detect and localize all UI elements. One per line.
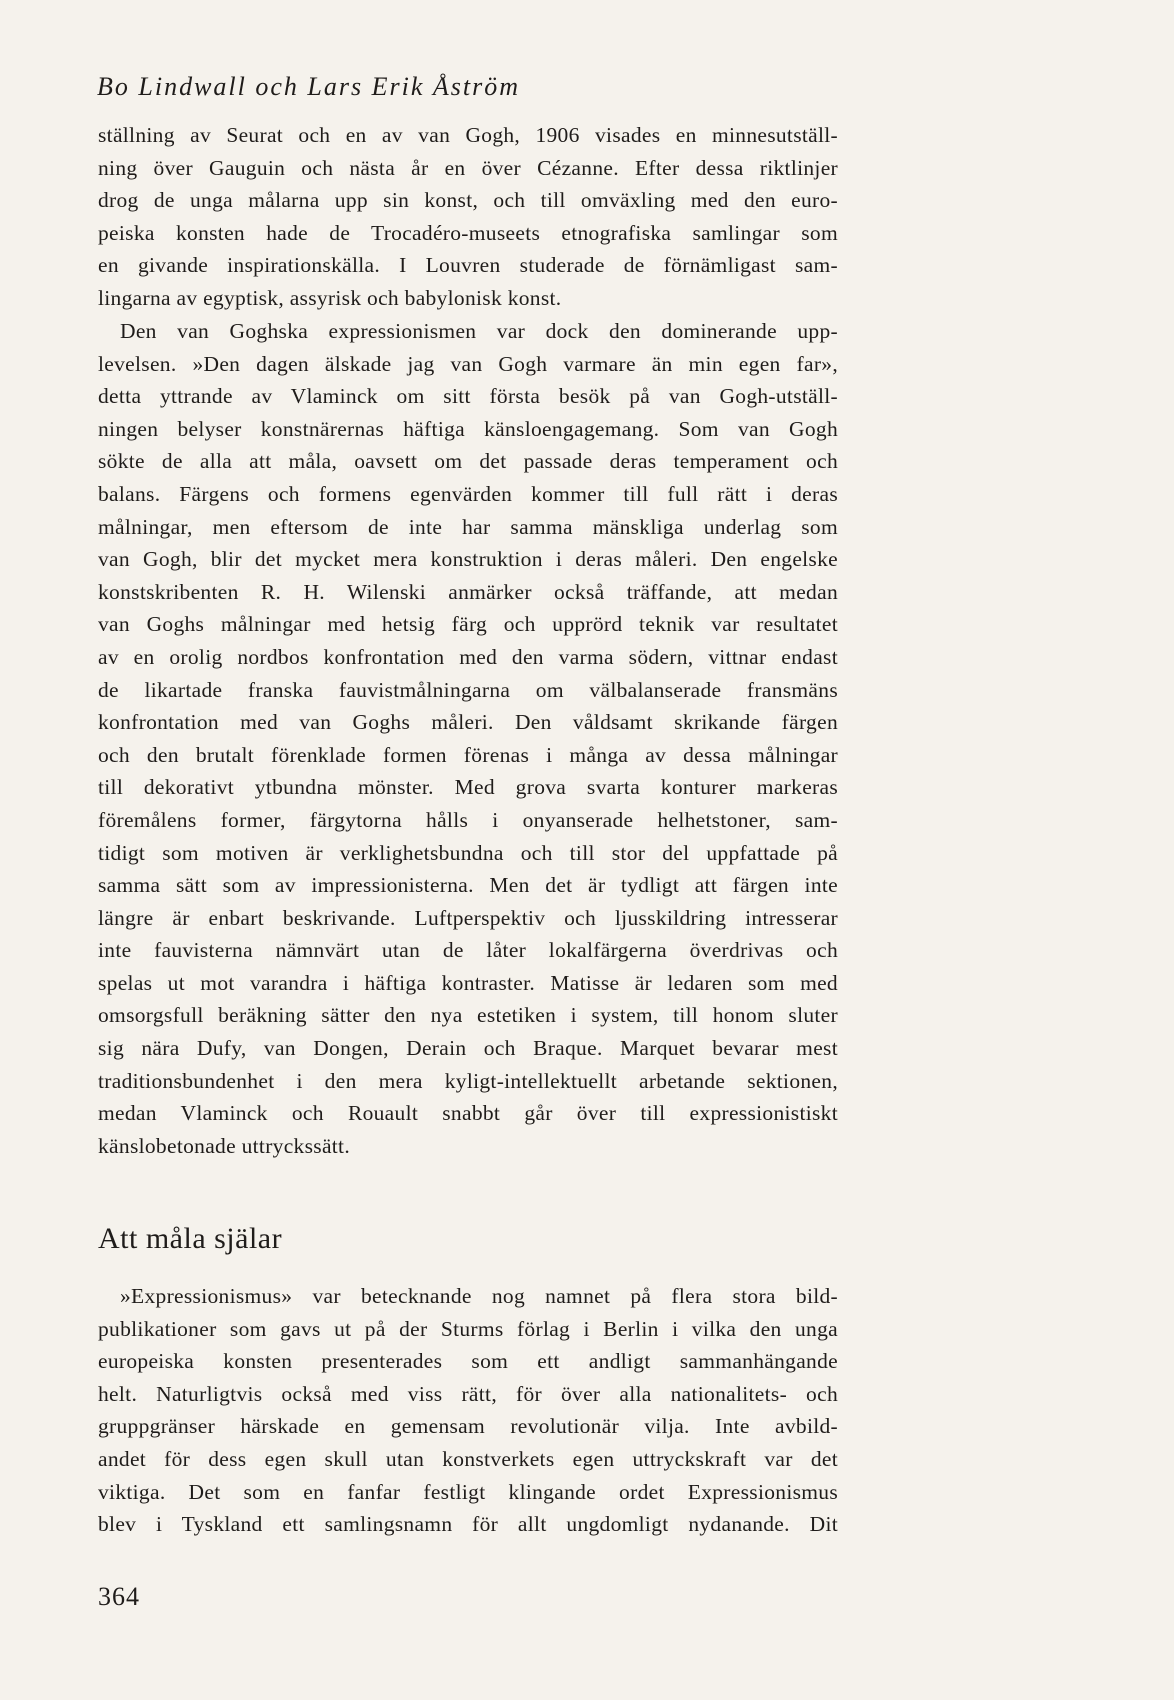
text-line: van Goghs målningar med hetsig färg och upprörd teknik var resultatet [98, 612, 838, 637]
text-line: viktiga. Det som en fanfar festligt klingande ordet Expressionismus [98, 1479, 838, 1504]
text-line: gruppgränser härskade en gemensam revolutionär vilja. Inte avbild- [98, 1414, 838, 1439]
text-line: sökte de alla att måla, oavsett om det passade deras temperament och [98, 449, 838, 474]
text-line: föremålens former, färgytorna hålls i onyanserade helhetstoner, sam- [98, 807, 838, 832]
text-line: samma sätt som av impressionisterna. Men det är tydligt att färgen inte [98, 873, 838, 898]
section-heading: Att måla själar [98, 1222, 283, 1255]
paragraph-3 [98, 1280, 838, 1541]
text-line: »Expressionismus» var betecknande nog namnet på flera stora bild- [120, 1284, 838, 1308]
text-line: spelas ut mot varandra i häftiga kontraster. Matisse är ledaren som med [98, 970, 838, 995]
text-line: målningar, men eftersom de inte har samma mänskliga underlag som [98, 514, 838, 539]
text-line: europeiska konsten presenterades som ett andligt sammanhängande [98, 1349, 838, 1374]
text-line: inte fauvisterna nämnvärt utan de låter lokalfärgerna överdrivas och [98, 938, 838, 963]
paragraph-1 [98, 119, 838, 315]
text-line: traditionsbundenhet i den mera kyligt-intellektuellt arbetande sektionen, [98, 1068, 838, 1093]
text-line: de likartade franska fauvistmålningarna om välbalanserade fransmäns [98, 677, 838, 702]
text-line: en givande inspirationskälla. I Louvren studerade de förnämligast sam- [98, 253, 838, 278]
text-line: konfrontation med van Goghs måleri. Den våldsamt skrikande färgen [98, 710, 838, 735]
text-line: ning över Gauguin och nästa år en över Cézanne. Efter dessa riktlinjer [98, 155, 838, 180]
text-line: van Gogh, blir det mycket mera konstruktion i deras måleri. Den engelske [98, 547, 838, 572]
text-line: av en orolig nordbos konfrontation med den varma södern, vittnar endast [98, 644, 838, 669]
text-line: konstskribenten R. H. Wilenski anmärker också träffande, att medan [98, 579, 838, 604]
text-line: känslobetonade uttryckssätt. [98, 1133, 351, 1158]
text-line: andet för dess egen skull utan konstverkets egen uttryckskraft var det [98, 1446, 838, 1471]
text-line: ningen belyser konstnärernas häftiga känsloengagemang. Som van Gogh [98, 416, 838, 441]
paragraph-2 [98, 315, 838, 1162]
text-line: levelsen. »Den dagen älskade jag van Gogh varmare än min egen far», [98, 351, 838, 376]
text-line: helt. Naturligtvis också med viss rätt, för över alla nationalitets- och [98, 1381, 838, 1406]
text-line: publikationer som gavs ut på der Sturms förlag i Berlin i vilka den unga [98, 1316, 838, 1341]
text-line: ställning av Seurat och en av van Gogh, 1906 visades en minnesutställ- [98, 123, 838, 147]
text-line: omsorgsfull beräkning sätter den nya estetiken i system, till honom sluter [98, 1003, 838, 1028]
text-line: till dekorativt ytbundna mönster. Med grova svarta konturer markeras [98, 775, 838, 800]
text-line: peiska konsten hade de Trocadéro-museets etnografiska samlingar som [98, 220, 838, 245]
text-line: blev i Tyskland ett samlingsnamn för allt ungdomligt nydanande. Dit [98, 1512, 838, 1537]
text-line: balans. Färgens och formens egenvärden kommer till full rätt i deras [98, 481, 838, 506]
text-line: längre är enbart beskrivande. Luftperspektiv och ljusskildring intresserar [98, 905, 838, 930]
running-head: Bo Lindwall och Lars Erik Åström [97, 72, 520, 101]
page-number: 364 [98, 1582, 140, 1611]
text-line: Den van Goghska expressionismen var dock den dominerande upp- [120, 319, 838, 343]
text-line: detta yttrande av Vlaminck om sitt första besök på van Gogh-utställ- [98, 384, 838, 409]
text-line: tidigt som motiven är verklighetsbundna och till stor del uppfattade på [98, 840, 838, 865]
text-line: sig nära Dufy, van Dongen, Derain och Braque. Marquet bevarar mest [98, 1036, 838, 1061]
text-line: medan Vlaminck och Rouault snabbt går över till expressionistiskt [98, 1101, 838, 1126]
text-line: lingarna av egyptisk, assyrisk och babylonisk konst. [98, 285, 562, 310]
text-line: drog de unga målarna upp sin konst, och till omväxling med den euro- [98, 188, 838, 213]
text-line: och den brutalt förenklade formen förenas i många av dessa målningar [98, 742, 838, 767]
